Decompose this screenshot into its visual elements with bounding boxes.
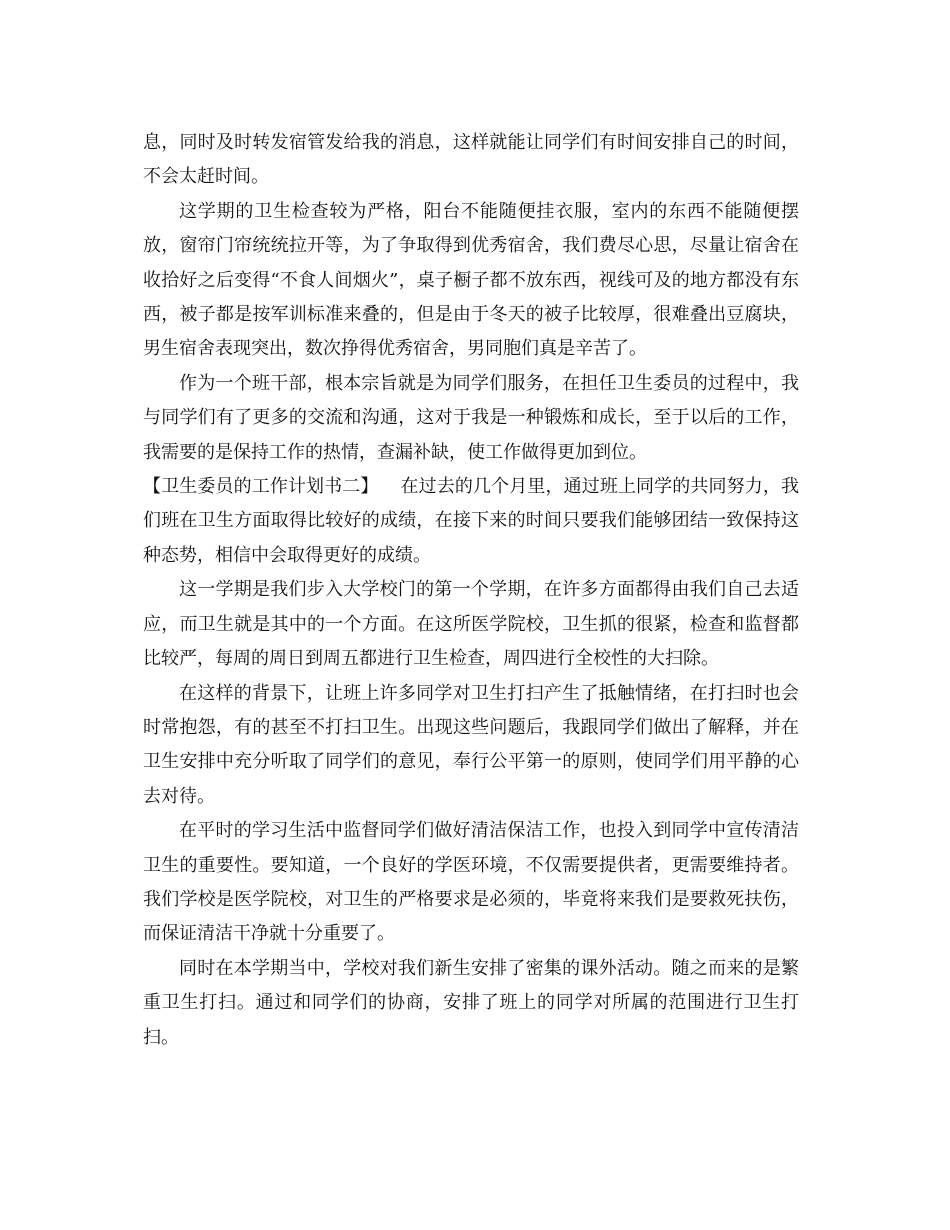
section-intro: 在过去的几个月里，通过班上同学的共同努力，我们班在卫生方面取得比较好的成绩，在接下来的时间只要我们能够团结一致保持这种态势，相信中会取得更好的成绩。 <box>143 476 799 566</box>
document-page <box>143 126 799 1055</box>
paragraph-class-cadre: 作为一个班干部，根本宗旨就是为同学们服务，在担任卫生委员的过程中，我与同学们有了更多的交流和沟通，这对于我是一种锻炼和成长，至于以后的工作，我需要的是保持工作的热情，查漏补缺，使工作做得更加到位。 <box>143 372 799 463</box>
paragraph-first-semester: 这一学期是我们步入大学校门的第一个学期，在许多方面都得由我们自己去适应，而卫生就是其中的一个方面。在这所医学院校，卫生抓的很紧，检查和监督都比较严，每周的周日到周五都进行卫生检查，周四进行全校性的大扫除。 <box>143 579 799 670</box>
paragraph-background: 在这样的背景下，让班上许多同学对卫生打扫产生了抵触情绪，在打扫时也会时常抱怨，有的甚至不打扫卫生。出现这些问题后，我跟同学们做出了解释，并在卫生安排中充分听取了同学们的意见，奉行公平第一的原则，使同学们用平静的心去对待。 <box>143 682 799 807</box>
paragraph-continuation: 息，同时及时转发宿管发给我的消息，这样就能让同学们有时间安排自己的时间，不会太赶时间。 <box>143 132 799 188</box>
paragraph-activities: 同时在本学期当中，学校对我们新生安排了密集的课外活动。随之而来的是繁重卫生打扫。通过和同学们的协商，安排了班上的同学对所属的范围进行卫生打扫。 <box>143 957 799 1048</box>
paragraph-hygiene-inspection: 这学期的卫生检查较为严格，阳台不能随便挂衣服，室内的东西不能随便摆放，窗帘门帘统统拉开等，为了争取得到优秀宿舍，我们费尽心思，尽量让宿舍在收拾好之后变得“不食人间烟火”，桌子橱子都不放东西，视线可及的地方都没有东西，被子都是按军训标准来叠的，但是由于冬天的被子比较厚，很难叠出豆腐块，男生宿舍表现突出，数次挣得优秀宿舍，男同胞们真是辛苦了。 <box>143 200 799 360</box>
section-two <box>143 470 799 573</box>
section-heading: 【卫生委员的工作计划书二】 <box>143 476 379 498</box>
paragraph-supervision: 在平时的学习生活中监督同学们做好清洁保洁工作，也投入到同学中宣传清洁卫生的重要性。要知道，一个良好的学医环境，不仅需要提供者，更需要维持者。我们学校是医学院校，对卫生的严格要求是必须的，毕竟将来我们是要救死扶伤，而保证清洁干净就十分重要了。 <box>143 820 799 945</box>
